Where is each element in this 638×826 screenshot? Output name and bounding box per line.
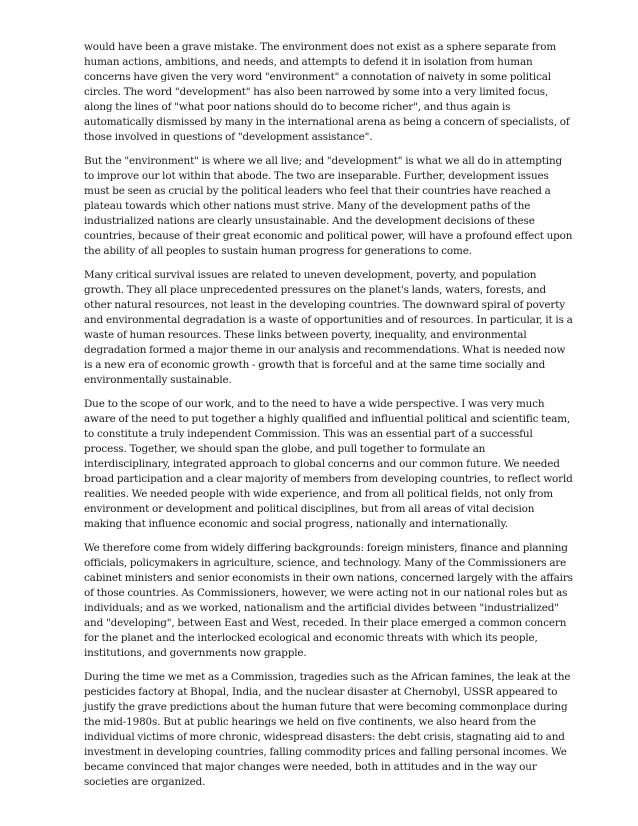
paragraph-6: During the time we met as a Commission, tragedies such as the African famines, the leak at the pesticides factory at Bhopal, India, and the nuclear disaster at Chernobyl, USSR appeared to justify the grave predictions about the human future that were becoming commonplace during the mid-1980s. But at public hearings we held on five continents, we also heard from the individual victims of more chronic, widespread disasters: the debt crisis, stagnating aid to and investment in developing countries, falling commodity prices and falling personal incomes. We became convinced that major changes were needed, both in attitudes and in the way our societies are organized. bbox=[84, 671, 571, 788]
paragraph-5: We therefore come from widely differing backgrounds: foreign ministers, finance and planning officials, policymakers in agriculture, science, and technology. Many of the Commissioners are cabinet ministers and senior economists in their own nations, concerned largely with the affairs of those countries. As Commissioners, however, we were acting not in our national roles but as individuals; and as we worked, nationalism and the artificial divides between "industrialized" and "developing", between East and West, receded. In their place emerged a common concern for the planet and the interlocked ecological and economic threats with which its people, institutions, and governments now grapple. bbox=[84, 542, 573, 659]
document-page bbox=[84, 40, 574, 799]
paragraph-2: But the "environment" is where we all live; and "development" is what we all do in attempting to improve our lot within that abode. The two are inseparable. Further, development issues must be seen as crucial by the political leaders who feel that their countries have reached a plateau towards which other nations must strive. Many of the development paths of the industrialized nations are clearly unsustainable. And the development decisions of these countries, because of their great economic and political power, will have a profound effect upon the ability of all peoples to sustain human progress for generations to come. bbox=[84, 155, 573, 257]
paragraph-1: would have been a grave mistake. The environment does not exist as a sphere separate from human actions, ambitions, and needs, and attempts to defend it in isolation from human concerns have given the very word "environment" a connotation of naivety in some political circles. The word "development" has also been narrowed by some into a very limited focus, along the lines of "what poor nations should do to become richer", and thus again is automatically dismissed by many in the international arena as being a concern of specialists, of those involved in questions of "development assistance". bbox=[84, 41, 570, 143]
paragraph-4: Due to the scope of our work, and to the need to have a wide perspective. I was very much aware of the need to put together a highly qualified and influential political and scientific team, to constitute a truly independent Commission. This was an essential part of a successful process. Together, we should span the globe, and pull together to formulate an interdisciplinary, integrated approach to global concerns and our common future. We needed broad participation and a clear majority of members from developing countries, to reflect world realities. We needed people with wide experience, and from all political fields, not only from environment or development and political disciplines, but from all areas of vital decision making that influence economic and social progress, nationally and internationally. bbox=[84, 398, 573, 530]
paragraph-3: Many critical survival issues are related to uneven development, poverty, and population growth. They all place unprecedented pressures on the planet's lands, waters, forests, and other natural resources, not least in the developing countries. The downward spiral of poverty and environmental degradation is a waste of opportunities and of resources. In particular, it is a waste of human resources. These links between poverty, inequality, and environmental degradation formed a major theme in our analysis and recommendations. What is needed now is a new era of economic growth - growth that is forceful and at the same time socially and environmentally sustainable. bbox=[84, 269, 573, 386]
